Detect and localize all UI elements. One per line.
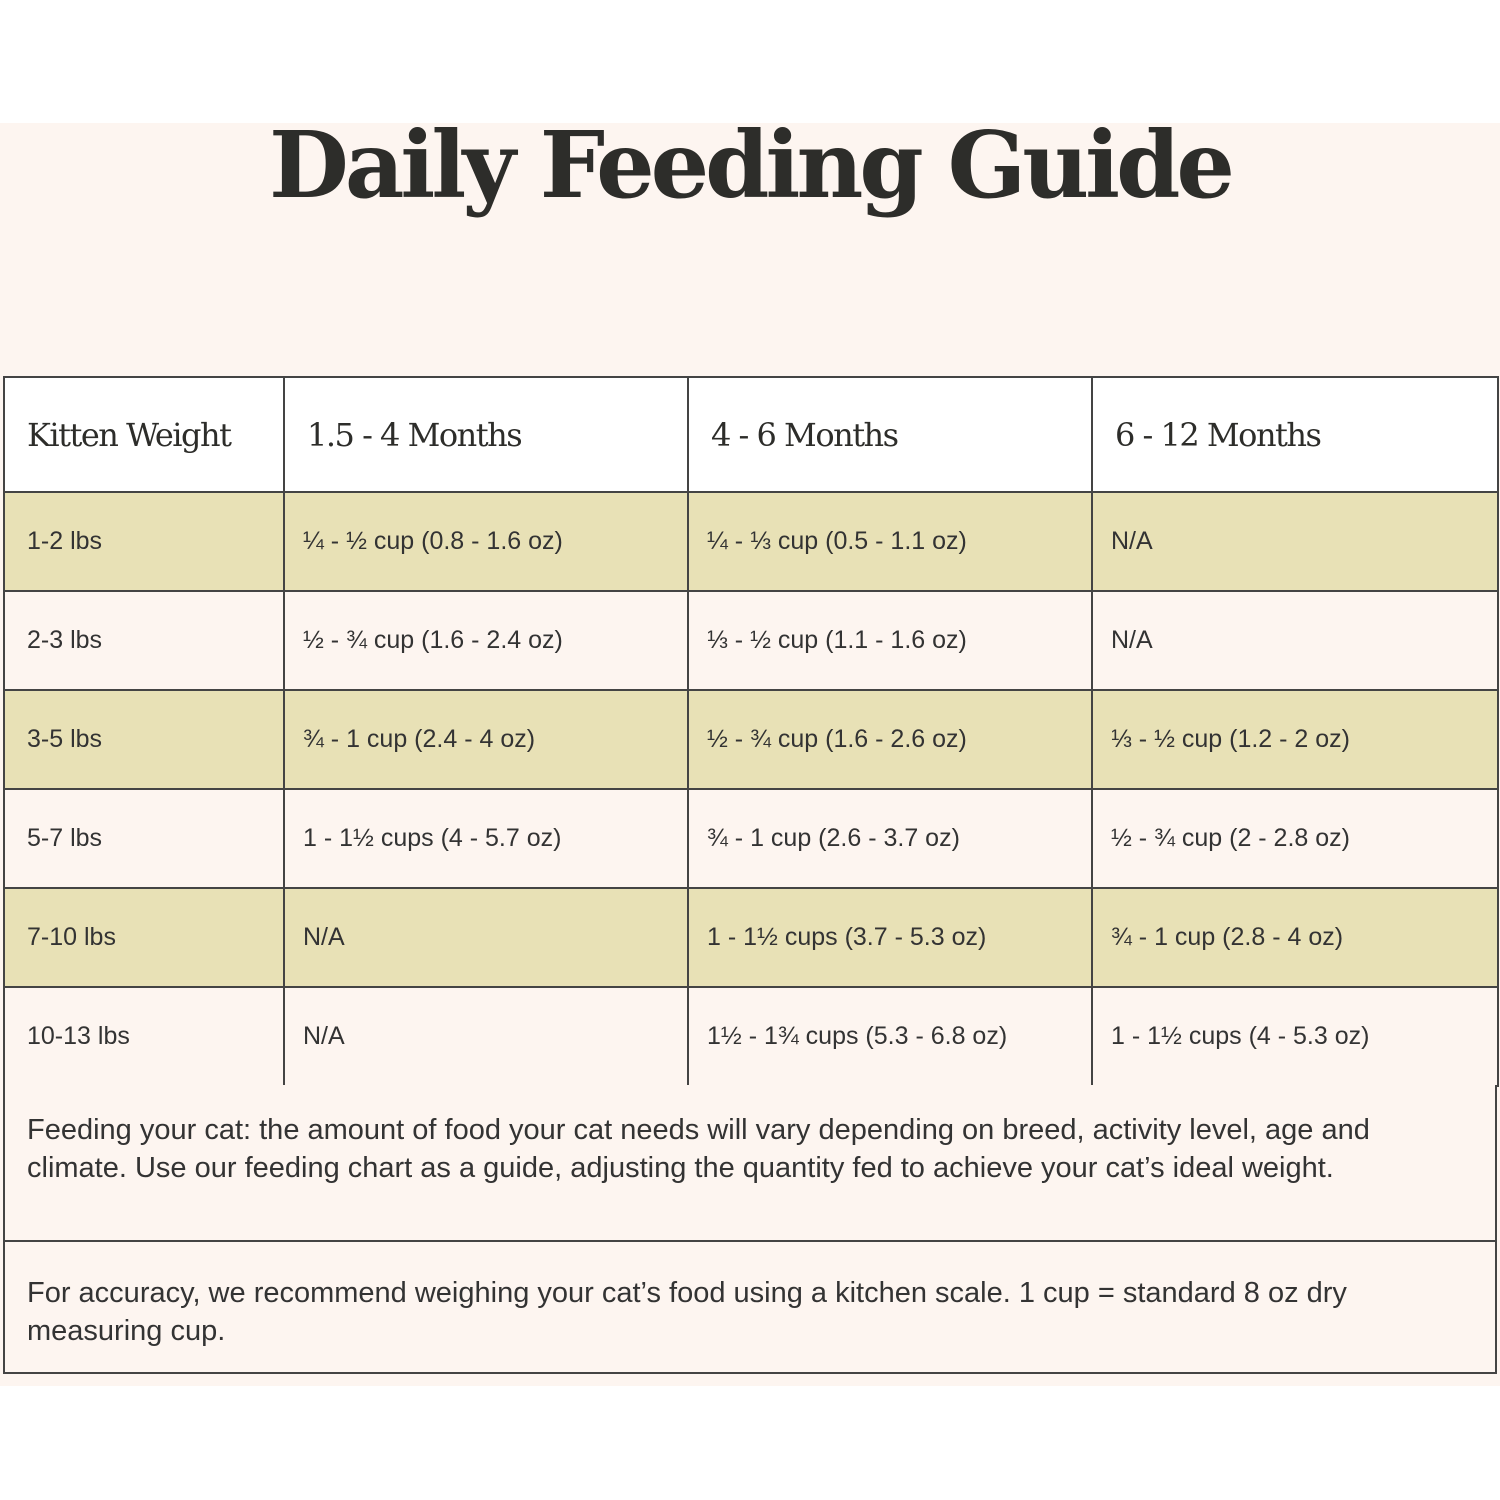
table-header-row xyxy=(4,377,1498,492)
amount-cell: ½ - ¾ cup (2 - 2.8 oz) xyxy=(1092,789,1498,888)
amount-cell: ⅓ - ½ cup (1.1 - 1.6 oz) xyxy=(688,591,1092,690)
amount-cell: 1 - 1½ cups (3.7 - 5.3 oz) xyxy=(688,888,1092,987)
amount-cell: N/A xyxy=(1092,492,1498,591)
weight-cell: 10-13 lbs xyxy=(4,987,284,1086)
amount-cell: ¼ - ½ cup (0.8 - 1.6 oz) xyxy=(284,492,688,591)
amount-cell: ¾ - 1 cup (2.6 - 3.7 oz) xyxy=(688,789,1092,888)
amount-cell: N/A xyxy=(1092,591,1498,690)
amount-cell: ½ - ¾ cup (1.6 - 2.6 oz) xyxy=(688,690,1092,789)
table-row xyxy=(4,789,1498,888)
amount-cell: N/A xyxy=(284,888,688,987)
amount-cell: ⅓ - ½ cup (1.2 - 2 oz) xyxy=(1092,690,1498,789)
weight-cell: 3-5 lbs xyxy=(4,690,284,789)
notes-box xyxy=(3,1085,1497,1374)
header-1-5-4-months: 1.5 - 4 Months xyxy=(284,377,688,492)
page-title: Daily Feeding Guide xyxy=(269,111,1231,219)
amount-cell: ¾ - 1 cup (2.8 - 4 oz) xyxy=(1092,888,1498,987)
table-row xyxy=(4,987,1498,1086)
weight-cell: 7-10 lbs xyxy=(4,888,284,987)
amount-cell: 1 - 1½ cups (4 - 5.3 oz) xyxy=(1092,987,1498,1086)
table-row xyxy=(4,492,1498,591)
header-4-6-months: 4 - 6 Months xyxy=(688,377,1092,492)
feeding-table xyxy=(3,376,1499,1087)
accuracy-note: For accuracy, we recommend weighing your cat’s food using a kitchen scale. 1 cup = standard 8 oz dry measuring cup. xyxy=(27,1277,1347,1347)
table-row xyxy=(4,690,1498,789)
header-6-12-months: 6 - 12 Months xyxy=(1092,377,1498,492)
amount-cell: ½ - ¾ cup (1.6 - 2.4 oz) xyxy=(284,591,688,690)
header-kitten-weight: Kitten Weight xyxy=(4,377,284,492)
feeding-note: Feeding your cat: the amount of food your cat needs will vary depending on breed, activity level, age and climate. Use our feeding chart as a guide, adjusting the quantity fed to achieve your cat’s ideal weight. xyxy=(5,1085,1495,1242)
weight-cell: 2-3 lbs xyxy=(4,591,284,690)
weight-cell: 5-7 lbs xyxy=(4,789,284,888)
amount-cell: 1 - 1½ cups (4 - 5.7 oz) xyxy=(284,789,688,888)
amount-cell: ¼ - ⅓ cup (0.5 - 1.1 oz) xyxy=(688,492,1092,591)
amount-cell: ¾ - 1 cup (2.4 - 4 oz) xyxy=(284,690,688,789)
amount-cell: 1½ - 1¾ cups (5.3 - 6.8 oz) xyxy=(688,987,1092,1086)
weight-cell: 1-2 lbs xyxy=(4,492,284,591)
amount-cell: N/A xyxy=(284,987,688,1086)
table-row xyxy=(4,591,1498,690)
table-row xyxy=(4,888,1498,987)
